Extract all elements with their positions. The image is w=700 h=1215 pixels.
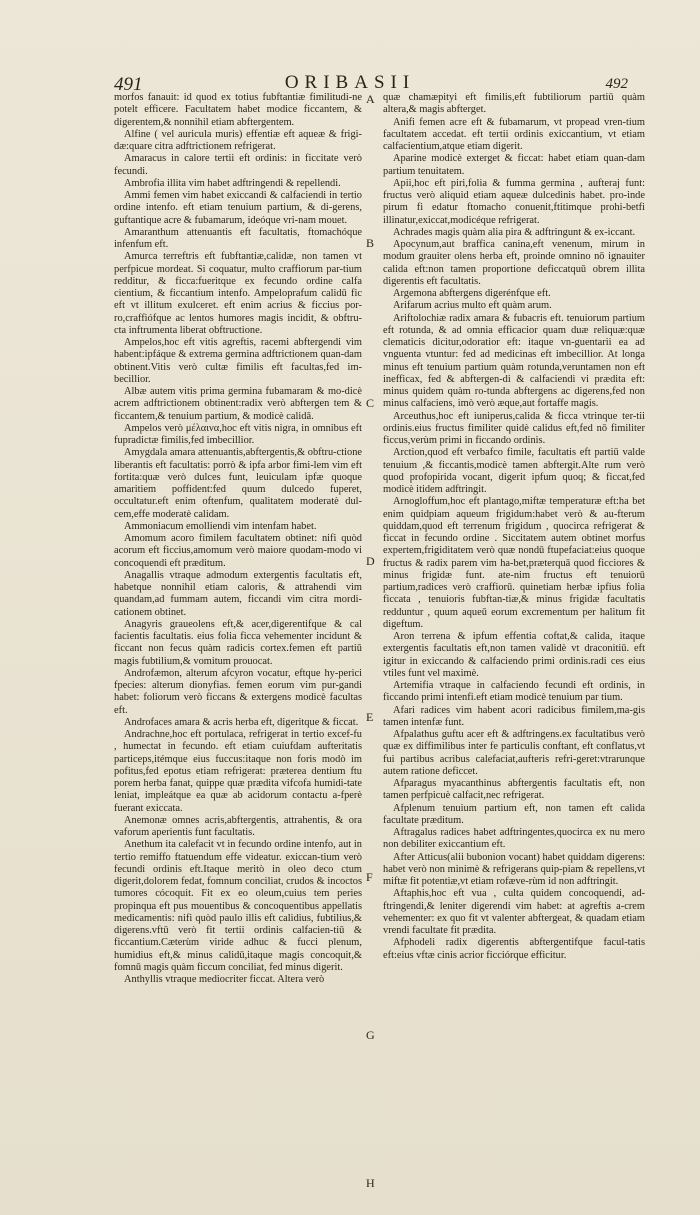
paragraph: Anthyllis vtraque mediocriter ficcat. Altera verò (124, 974, 325, 985)
page-number-left: 491 (114, 74, 143, 95)
paragraph: Amaranthum attenuantis eft facultatis, ftomachóque infenfum eft. (114, 226, 362, 250)
paragraph: Anethum ita calefacit vt in fecundo ordine intenfo, aut in tertio remiffo ftatuendum effe videatur. exiccan-tium verò fecundi ordinis eft.Itaque meritò in oleo deco ctum digerit,dolorem fedat, fomnum conciliat, crudos & incoctos tumores cócoquit. Fit ex eo oleum,cuius tem peries propinqua eft pus mouentibus & concoquentibus appellatis medicamentis: nifi quòd paulo illis eft calidius, fubtilius,& digerens.vftū verò fit tertii ordinis calfacien-tiū & ficcantium.Cæterùm viride adhuc & fucci plenum, humidius eft,& minus calidū,itaque magis concoquit,& fomnū magis quàm ficcum conciliat, fed minus digerit. (114, 839, 362, 973)
paragraph: Anifi femen acre eft & fubamarum, vt propead vren-tium facultatem accedat. eft tertii ordinis exiccantium, vt etiam calfacientium,atque etiam digerit. (383, 116, 645, 152)
margin-letter-c: C (366, 396, 375, 410)
paragraph: Afpalathus guftu acer eft & adftringens.ex facultatibus verò quæ ex diffimilibus inter fe particulis conftant, eft conflatus,vt fui partibus acribus calefaciat,aufteris refri-geret:vtrarunque autem ratione deficcet. (383, 729, 645, 777)
margin-letter-b: B (366, 236, 375, 250)
paragraph: Achrades magis quàm alia pira & adftringunt & ex-iccant. (393, 226, 636, 238)
paragraph: Aparine modicè exterget & ficcat: habet etiam quan-dam partium tenuitatem. (383, 153, 645, 177)
paragraph: Afparagus myacanthinus abftergentis facultatis eft, non tamen perfpicuè calfacit,nec refrigerat. (383, 778, 645, 802)
paragraph: Ammoniacum emolliendi vim intenfam habet. (124, 520, 317, 532)
paragraph: Arction,quod eft verbafco fimile, facultatis eft partiū valde tenuium ,& ficcantis,modicè tamen abftergit.Alte rum verò quod profopirida vocant, digerit ipfum quoq; & ficcat,fed modicè itidem adftringit. (383, 447, 645, 495)
paragraph: Amurca terreftris eft fubftantiæ,calidæ, non tamen vt perfpicue mordeat. Si coquatur, multo craffiorum par-tium redditur, & ficca:fueritque ex fecundo ordine calfa cientium, & ficcantium intenfo. Ampeloprafum calidū fic eft vt illitum exulceret. eft enim acrius & ficcius por-ro,craffiófque ac lentos humores magis incidit, & obftru-cta inftrumenta liberat obftructione. (114, 251, 362, 336)
margin-letter-e: E (366, 710, 374, 724)
paragraph: Androfaces amara & acris herba eft, digeritque & ficcat. (124, 716, 359, 728)
paragraph: Arnogloffum,hoc eft plantago,miftæ temperaturæ eft:ha bet enim quidpiam aqueum frigidum:habet verò & au-fterum quiddam,quod eft terrenum frigidum , quocirca refrigerat & ficcat in fecundo ordine . Siccitatem autem obtinet morfus expertem,frigiditatem verò quæ nondū ftupefaciat:eius quoque fructus & radix parem vim ha-bet,præterquā quod ficciores & minus frigidæ funt. ate-nim fructus eft tenuiorū partium,radices verò craffiorū. quinetiam herbæ ipfius folia ficcata , tenuioris fubftan-tiæ,& minus frigidæ facultatis redduntur , quum aqueū eorum excrementum per halitum fit digeftum. (383, 496, 645, 630)
margin-letter-h: H (366, 1176, 375, 1190)
margin-letter-a: A (366, 92, 375, 106)
paragraph: Anagyris graueolens eft,& acer,digerentifque & cal facientis facultatis. eius folia ficca vehementer incidunt & ficcant non fecus quàm radicis cortex.femen eft partiū magis fubtilium,& vomitum prouocat. (114, 618, 362, 667)
paragraph: Albæ autem vitis prima germina fubamaram & mo-dicè acrem adftrictionem obtinent:radix verò abftergen tem & ficcantem,& tenuium partium, & modicè calidā. (114, 386, 362, 422)
paragraph: Ampelos,hoc eft vitis agreftis, racemi abftergendi vim habent:ipfáque & extrema germina adftrictionem quan-dam obtinent.Vitis verò cultæ fimilis eft facultas,fed im-becillior. (114, 337, 362, 385)
paragraph: Androfæmon, alterum afcyron vocatur, eftque hy-perici fpecies: alterum dionyfias. femen eorum vim pur-gandi habet: foliorum verò ficcans & extergens modicè facultas eft. (114, 667, 362, 716)
paragraph: quæ chamæpityi eft fimilis,eft fubtiliorum partiū quàm altera,& magis abfterget. (383, 92, 645, 116)
running-head (0, 70, 700, 94)
paragraph: Arceuthus,hoc eft iuniperus,calida & ficca vtrinque ter-tii ordinis.eius fructus fimiliter quidè calidus eft,fed nō fimiliter ficcus,verùm primi in ficcando ordinis. (383, 410, 645, 446)
paragraph: Ampelos verò μέλαινα,hoc eft vitis nigra, in omnibus eft fupradictæ fimilis,fed imbecillior. (114, 422, 362, 446)
page-title: ORIBASII (284, 72, 416, 93)
paragraph: Artemifia vtraque in calfaciendo fecundi eft ordinis, in ficcando primi intenfi.eft etiam modicè tenuium par tium. (383, 680, 645, 704)
paragraph: After Atticus(alii bubonion vocant) habet quiddam digerens: habet verò non minimè & refrigerans quip-piam & repellens,vt miftæ fit potentiæ,vt etiam rofæve-rùm id non adftringit. (383, 851, 645, 887)
page-number-right: 492 (605, 76, 628, 92)
paragraph: Argemona abftergens digerénfque eft. (393, 288, 551, 299)
margin-letter-g: G (366, 1028, 375, 1042)
paragraph: Ariftolochiæ radix amara & fubacris eft. tenuiorum partium eft rotunda, & ad omnia efficacior quam duæ reliquæ:quæ clematicis dicitur,odoratior eft: itaque vn-guentarii ea ad vnguenta vtuntur: fed ad medicinas eft imbecillior. At longa minus eft tenuium partium quàm rotunda,veruntamen non eft inefficax, fed & abftergen-di & calfaciendi vi prædita eft: minus quidem quàm ro-tunda abftergens ac digerens,fed non minus calfaciens, imò verò æque,aut fortaffe magis. (383, 312, 645, 410)
paragraph: Apii,hoc eft piri,folia & fumma germina , aufteraj funt: fructus verò aliquid etiam aqueæ dulcedinis habet. pro-inde pirum fi edatur ftomacho conuenit,ftitimque prohi-betfi illinatur,exiccat,modicéque refrigerat. (383, 177, 645, 226)
paragraph: Anagallis vtraque admodum extergentis facultatis eft, habetque nonnihil etiam caloris, & attrahendi vim quandam,ad fummam autem, ficcandi vim citra mordi-cationem obtinet. (114, 569, 362, 618)
paragraph: Afari radices vim habent acori radicibus fimilem,ma-gis tamen intenfæ funt. (383, 704, 645, 728)
paragraph: Aron terrena & ipfum effentia coftat,& calida, itaque extergentis facultatis eft,non tamen validè vt draconitiū. eft igitur in exiccando & calfaciendo primi ordinis.radi ces eius vtiles funt vel maximè. (383, 631, 645, 679)
paragraph: Apocynum,aut braffica canina,eft venenum, mirum in modum grauiter olens herba eft, proinde omnino nō ignauiter calida eft:non tamen proportione deficcatquū obrem illita digerentis eft facultatis. (383, 239, 645, 287)
paragraph: Amygdala amara attenuantis,abftergentis,& obftru-ctione liberantis eft facultatis: porrò & ipfa arbor fimi-lem vim eft fortita:quæ verò dulces funt, leuiculam ipfæ quoque amaritiem poffident:fed quum dulcedo fuperet, occultatur.eft enim oftenfum, qualitatem moderatè dul-cem,effe moderatè calidam. (114, 447, 362, 520)
paragraph: Aftragalus radices habet adftringentes,quocirca ex nu mero non debiliter exiccantium eft. (383, 827, 645, 851)
left-text-column (114, 92, 362, 1182)
paragraph: Andrachne,hoc eft portulaca, refrigerat in tertio excef-fu , humectat in fecundo. eft etiam cuiufdam aufteritatis particeps,itémque eius fuccus:itaque non foris modò im pofitus,fed epotus etiam refrigerat: præterea dentium ftu porem herba fanat, quippe quæ prædita vifcofa humidi-tate leniat, impleátque ea quæ ab acidorum contactu a-fperè fuerant exiccata. (114, 729, 362, 814)
margin-letter-d: D (366, 554, 375, 568)
paragraph: Anemonæ omnes acris,abftergentis, attrahentis, & ora vaforum aperientis funt facultatis. (114, 814, 362, 838)
paragraph: Afplenum tenuium partium eft, non tamen eft calida facultate præditum. (383, 802, 645, 826)
paragraph: Amaracus in calore tertii eft ordinis: in ficcitate verò fecundi. (114, 153, 362, 177)
right-text-column (383, 92, 645, 1182)
margin-letter-f: F (366, 870, 373, 884)
paragraph: Ammi femen vim habet exiccandi & calfaciendi in tertio ordine intenfo. eft etiam tenuium partium, & di-gerens, guftantique acre & fubamarum, ideóque vri-nam mouet. (114, 190, 362, 226)
paragraph: Afphodeli radix digerentis abftergentifque facul-tatis eft:eius vftæ cinis acrior ficciórque efficitur. (383, 937, 645, 961)
paragraph: Alfine ( vel auricula muris) effentiæ eft aqueæ & frigi-dæ:quare citra adftrictionem refrigerat. (114, 128, 362, 152)
paragraph: Amomum acoro fimilem facultatem obtinet: nifi quòd acorum eft ficcius,amomum verò maiore quodam-modo vi concoquendi eft præditum. (114, 533, 362, 569)
paragraph: Aftaphis,hoc eft vua , culta quidem concoquendi, ad-ftringendi,& leniter digerendi vim habet: at agreftis a-crem vehementer: ex quo fit vt valenter abftergeat, & quadam etiam vrendi facultate fit prædita. (383, 888, 645, 936)
paragraph: Arifarum acrius multo eft quàm arum. (393, 300, 552, 312)
paragraph: morfos fanauit: id quod ex totius fubftantiæ fimilitudi-ne potelt efficere. Facultatem habet modice ficcantem, & digerentem,& nonnihil etiam abftergentem. (114, 92, 362, 128)
paragraph: Ambrofia illita vim habet adftringendi & repellendi. (124, 177, 341, 189)
